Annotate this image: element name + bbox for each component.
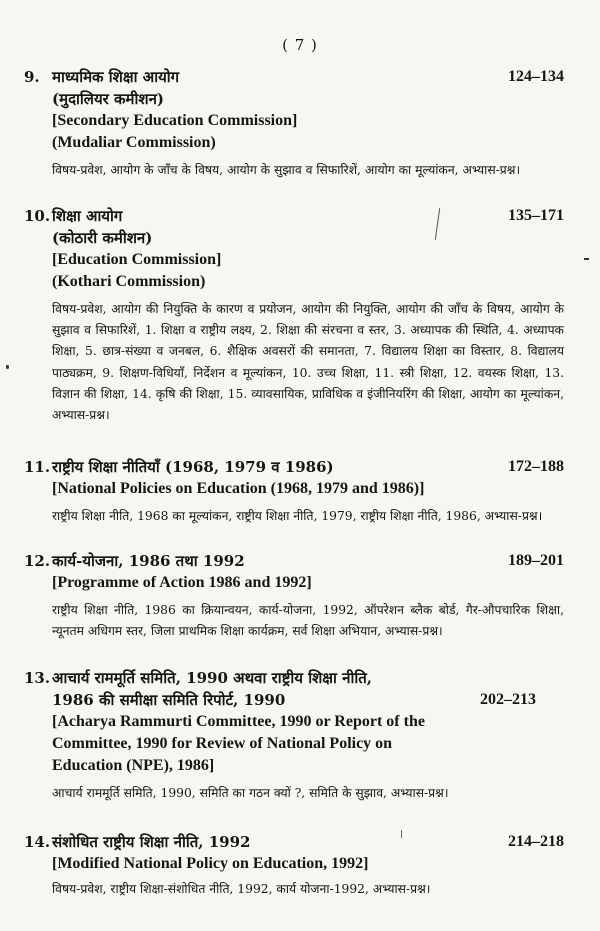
entry-title-english: [Modified National Policy on Education, 1992] xyxy=(52,855,369,872)
entry-title-hindi: आचार्य राममूर्ति समिति, 1990 अथवा राष्ट्रीय शिक्षा नीति, xyxy=(52,669,373,687)
toc-entry-14 xyxy=(24,831,564,900)
entry-title-english-line-2: Committee, 1990 for Review of National Policy on xyxy=(52,735,393,752)
page-range: 135–171 xyxy=(508,207,564,224)
entry-number: 13. xyxy=(24,669,51,687)
entry-subtitle-english: (Kothari Commission) xyxy=(52,273,206,290)
entry-title xyxy=(24,456,564,478)
entry-title xyxy=(24,550,564,572)
page-range: 172–188 xyxy=(508,458,564,475)
page-range: 202–213 xyxy=(480,691,536,708)
entry-subtitle-hindi: (मुदालियर कमीशन) xyxy=(52,90,165,108)
page-range: 124–134 xyxy=(508,68,564,85)
entry-title-hindi-line-2 xyxy=(52,689,564,711)
entry-title xyxy=(24,667,564,689)
entry-description: विषय-प्रवेश, राष्ट्रीय शिक्षा-संशोधित नीति, 1992, कार्य योजना-1992, अभ्यास-प्रश्न। xyxy=(52,882,431,896)
entry-title-english: [Secondary Education Commission] xyxy=(52,112,298,129)
entry-title-hindi: माध्यमिक शिक्षा आयोग xyxy=(52,68,180,86)
entry-title-english: [Programme of Action 1986 and 1992] xyxy=(52,574,312,591)
entry-title-hindi: शिक्षा आयोग xyxy=(52,207,123,225)
toc-entry-10 xyxy=(24,205,564,426)
entry-title-hindi-continued: 1986 की समीक्षा समिति रिपोर्ट, 1990 xyxy=(52,691,286,709)
entry-subtitle-hindi: (कोठारी कमीशन) xyxy=(52,229,153,247)
entry-description: विषय-प्रवेश, आयोग की नियुक्ति के कारण व प्रयोजन, आयोग की नियुक्ति, आयोग की जाँच के विषय, आयोग के सुझाव व सिफारिशें, 1. शिक्षा व राष्ट्रीय लक्ष्य, 2. शिक्षा की संरचना व स्तर, 3. अध्यापक की स्थिति, 4. अध्यापक शिक्षा, 5. छात्र-संख्या व जनबल, 6. शैक्षिक अवसरों की समानता, 7. विद्यालय शिक्षा का विस्तार, 8. विद्यालय पाठ्यक्रम, 9. शिक्षण-विधियाँ, निर्देशन व मूल्यांकन, 10. उच्च शिक्षा, 11. स्त्री शिक्षा, 12. वयस्क शिक्षा, 13. विज्ञान की शिक्षा, 14. कृषि की शिक्षा, 15. व्यावसायिक, प्राविधिक व इंजीनियरिंग की शिक्षा, आयोग का मूल्यांकन, अभ्यास-प्रश्न। xyxy=(52,302,564,423)
page-range: 189–201 xyxy=(508,552,564,569)
entry-title-english-line-3: Education (NPE), 1986] xyxy=(52,757,215,774)
toc-entry-11 xyxy=(24,456,564,527)
entry-number: 11. xyxy=(24,458,51,476)
toc-entry-9 xyxy=(24,66,564,181)
entry-description: आचार्य राममूर्ति समिति, 1990, समिति का गठन क्यों ?, समिति के सुझाव, अभ्यास-प्रश्न। xyxy=(52,786,449,800)
toc-entry-13 xyxy=(24,667,564,804)
entry-number: 10. xyxy=(24,207,51,225)
page-number: ( 7 ) xyxy=(282,36,318,54)
entry-title-hindi: राष्ट्रीय शिक्षा नीतियाँ (1968, 1979 व 1986) xyxy=(52,458,334,476)
entry-description: राष्ट्रीय शिक्षा नीति, 1968 का मूल्यांकन, राष्ट्रीय शिक्षा नीति, 1979, राष्ट्रीय शिक्षा नीति, 1986, अभ्यास-प्रश्न। xyxy=(52,509,543,523)
entry-title xyxy=(24,205,564,227)
entry-title-english: [Education Commission] xyxy=(52,251,222,268)
entry-number: 12. xyxy=(24,552,51,570)
entry-subtitle-english: (Mudaliar Commission) xyxy=(52,134,216,151)
entry-title-hindi: कार्य-योजना, 1986 तथा 1992 xyxy=(52,552,245,570)
entry-title-english: [National Policies on Education (1968, 1979 and 1986)] xyxy=(52,480,425,497)
entry-number: 14. xyxy=(24,833,51,851)
entry-title xyxy=(24,831,564,853)
scan-mark xyxy=(6,365,9,369)
scan-mark xyxy=(401,830,402,838)
entry-description: राष्ट्रीय शिक्षा नीति, 1986 का क्रियान्वयन, कार्य-योजना, 1992, ऑपरेशन ब्लैक बोर्ड, गैर-औपचारिक शिक्षा, न्यूनतम अधिगम स्तर, जिला प्राथमिक शिक्षा कार्यक्रम, सर्व शिक्षा अभियान, अभ्यास-प्रश्न। xyxy=(52,603,564,639)
page-range: 214–218 xyxy=(508,833,564,850)
toc-entry-12 xyxy=(24,550,564,642)
entry-title-english-line-1: [Acharya Rammurti Committee, 1990 or Report of the xyxy=(52,713,425,730)
entry-description: विषय-प्रवेश, आयोग के जाँच के विषय, आयोग के सुझाव व सिफारिशें, आयोग का मूल्यांकन, अभ्यास-प्रश्न। xyxy=(52,163,521,177)
scan-mark xyxy=(584,258,589,260)
entry-title-hindi: संशोधित राष्ट्रीय शिक्षा नीति, 1992 xyxy=(52,833,251,851)
entry-title xyxy=(24,66,564,88)
entry-number: 9. xyxy=(24,68,40,86)
